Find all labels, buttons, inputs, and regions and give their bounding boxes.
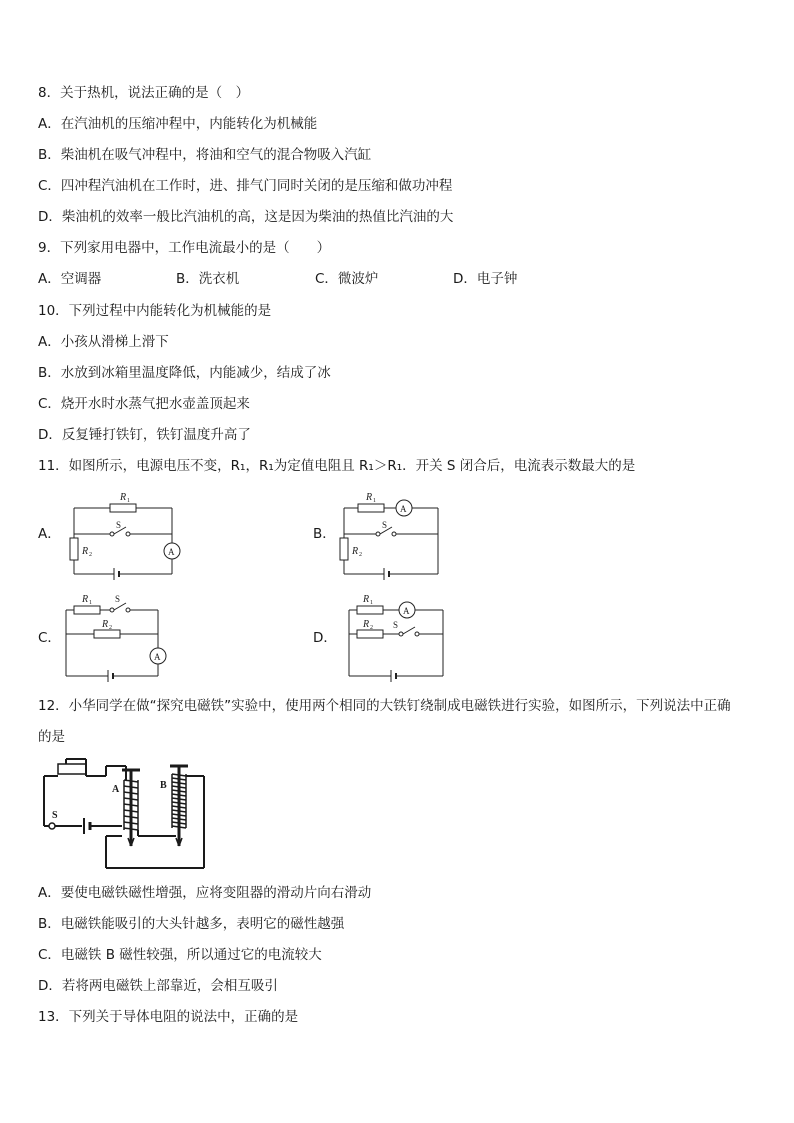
- q8-option-c: C．四冲程汽油机在工作时，进、排气门同时关闭的是压缩和做功冲程: [38, 178, 453, 194]
- q12-stem-line1: 12．小华同学在做“探究电磁铁”实验中，使用两个相同的大铁钉绕制成电磁铁进行实验，如图所示，下列说法中正确: [38, 698, 731, 714]
- q10-stem: 10．下列过程中内能转化为机械能的是: [38, 303, 272, 319]
- q12-option-d: D．若将两电磁铁上部靠近，会相互吸引: [38, 978, 278, 994]
- switch-label-text: S: [52, 810, 58, 821]
- q11-label-d: D．: [313, 630, 337, 646]
- switch-label-text: S: [115, 594, 121, 604]
- switch-label-text: S: [393, 620, 399, 630]
- q12-option-b: B．电磁铁能吸引的大头针越多，表明它的磁性越强: [38, 916, 345, 932]
- switch-label-text: S: [382, 520, 388, 530]
- ammeter-symbol-text: A: [168, 547, 175, 557]
- r2-label-text: R: [82, 546, 89, 557]
- circuit-c-diagram: [62, 592, 182, 688]
- q9-option-c: C．微波炉: [315, 271, 379, 287]
- r1-sub-text: 1: [370, 600, 373, 606]
- r2-sub-text: 2: [359, 552, 362, 558]
- r2-sub-text: 2: [370, 625, 373, 631]
- q8-option-b: B．柴油机在吸气冲程中，将油和空气的混合物吸入汽缸: [38, 147, 372, 163]
- r2-label-text: R: [363, 619, 370, 630]
- circuit-d-diagram: [343, 592, 453, 688]
- ammeter-symbol-text: A: [154, 652, 161, 662]
- q8-stem: 8．关于热机，说法正确的是（ ）: [38, 85, 250, 101]
- q11-label-a: A．: [38, 526, 61, 542]
- r1-label-text: R: [366, 492, 373, 503]
- r2-label-text: R: [352, 546, 359, 557]
- q11-stem: 11．如图所示，电源电压不变，R₁，R₁为定值电阻且 R₁＞R₁．开关 S 闭合后，电流表示数最大的是: [38, 458, 636, 474]
- r1-label-text: R: [120, 492, 127, 503]
- r1-sub-text: 1: [89, 600, 92, 606]
- q12-stem-line2: 的是: [38, 729, 65, 745]
- r2-label-text: R: [102, 619, 109, 630]
- r2-sub-text: 2: [89, 552, 92, 558]
- q8-option-a: A．在汽油机的压缩冲程中，内能转化为机械能: [38, 116, 318, 132]
- magnet-b-label-text: B: [160, 780, 167, 791]
- r2-sub-text: 2: [109, 625, 112, 631]
- q8-option-d: D．柴油机的效率一般比汽油机的高，这是因为柴油的热值比汽油的大: [38, 209, 454, 225]
- switch-label-text: S: [116, 520, 122, 530]
- r1-label-text: R: [82, 594, 89, 605]
- q12-option-a: A．要使电磁铁磁性增强，应将变阻器的滑动片向右滑动: [38, 885, 372, 901]
- electromagnet-figure: [36, 756, 216, 878]
- circuit-b-diagram: [338, 488, 468, 584]
- q10-option-c: C．烧开水时水蒸气把水壶盖顶起来: [38, 396, 250, 412]
- circuit-a-diagram: [62, 488, 192, 584]
- r1-sub-text: 1: [373, 498, 376, 504]
- q11-label-b: B．: [313, 526, 336, 542]
- magnet-a-label-text: A: [112, 784, 120, 795]
- ammeter-symbol-text: A: [403, 606, 410, 616]
- q9-option-d: D．电子钟: [453, 271, 518, 287]
- q10-option-b: B．水放到冰箱里温度降低，内能减少，结成了冰: [38, 365, 331, 381]
- q10-option-d: D．反复锤打铁钉，铁钉温度升高了: [38, 427, 251, 443]
- q13-stem: 13．下列关于导体电阻的说法中，正确的是: [38, 1009, 299, 1025]
- ammeter-symbol-text: A: [400, 504, 407, 514]
- q10-option-a: A．小孩从滑梯上滑下: [38, 334, 169, 350]
- q9-option-a: A．空调器: [38, 271, 102, 287]
- q9-option-b: B．洗衣机: [176, 271, 240, 287]
- q9-stem: 9．下列家用电器中，工作电流最小的是（ ）: [38, 240, 331, 256]
- q12-option-c: C．电磁铁 B 磁性较强，所以通过它的电流较大: [38, 947, 322, 963]
- q11-label-c: C．: [38, 630, 61, 646]
- r1-sub-text: 1: [127, 498, 130, 504]
- r1-label-text: R: [363, 594, 370, 605]
